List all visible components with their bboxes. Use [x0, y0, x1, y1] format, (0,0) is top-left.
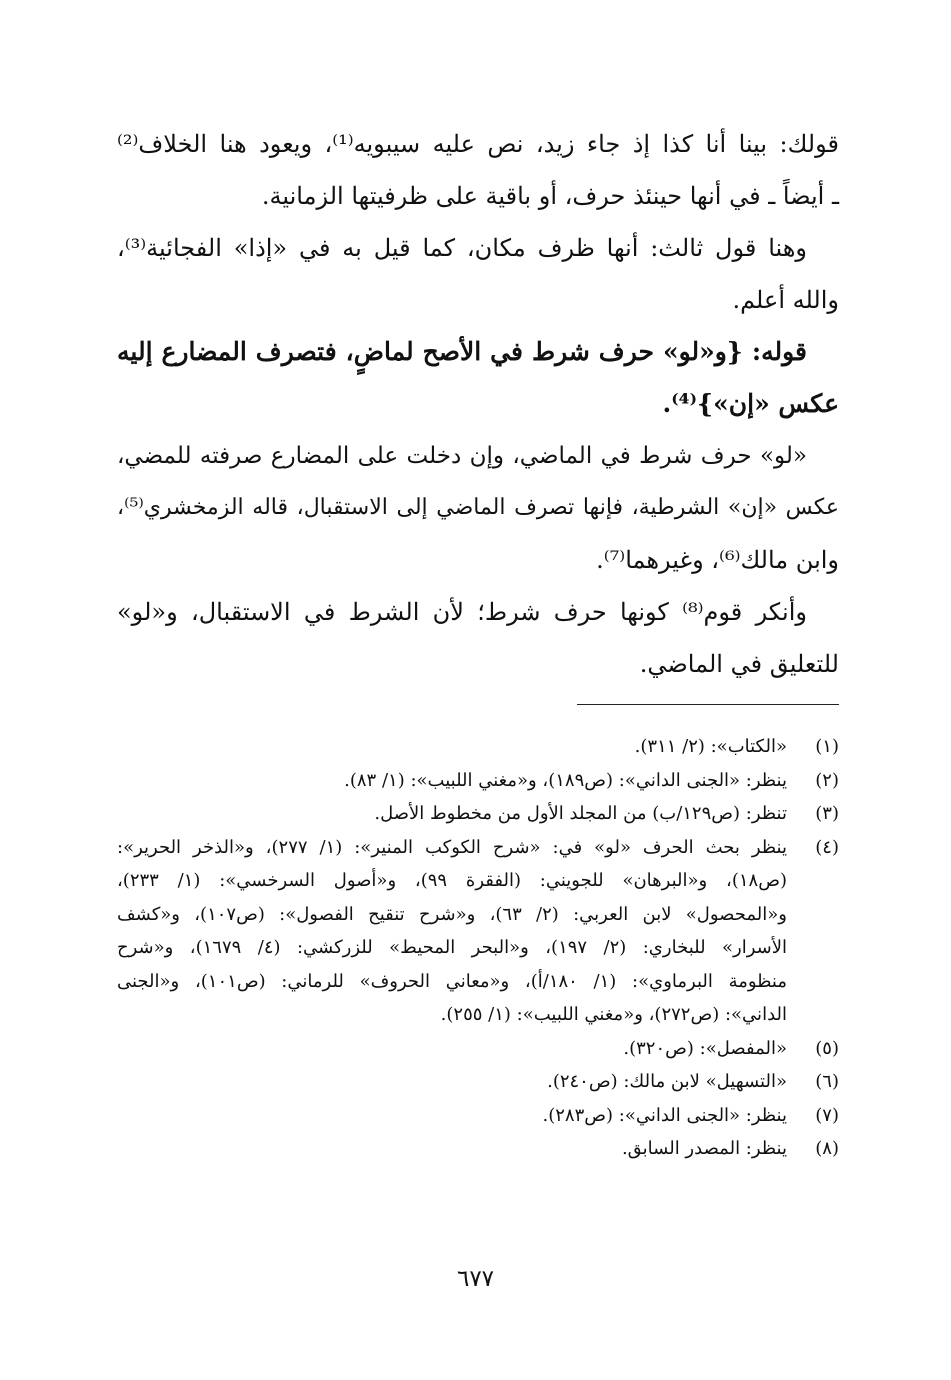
body-line: وهنا قول ثالث: أنها ظرف مكان، كما قيل به في «إذا» الفجائية⁽³⁾، — [117, 234, 807, 262]
matn-line: عكس «إن»}⁽⁴⁾. — [662, 389, 839, 418]
footnote-number: (٥) — [815, 1037, 839, 1059]
footnotes — [117, 730, 839, 1166]
footnote-text: ينظر: «الجنى الداني»: (ص٢٨٣). — [542, 1104, 787, 1126]
body-line: قولك: بينا أنا كذا إذ جاء زيد، نص عليه سيبويه⁽¹⁾، ويعود هنا الخلاف⁽²⁾ — [117, 130, 839, 158]
body-line: عكس «إن» الشرطية، فإنها تصرف الماضي إلى الاستقبال، قاله الزمخشري⁽⁵⁾، — [117, 495, 839, 520]
footnote-number: (٧) — [815, 1104, 839, 1126]
body-line: «لو» حرف شرط في الماضي، وإن دخلت على المضارع صرفته للمضي، — [117, 443, 807, 469]
footnote-text: الداني»: (ص٢٧٢)، و«مغني اللبيب»: (١/ ٢٥٥). — [440, 1004, 787, 1025]
footnote-number: (٢) — [815, 769, 839, 791]
footnote-item — [117, 797, 839, 831]
body-line: للتعليق في الماضي. — [639, 650, 839, 678]
footnote-text: «التسهيل» لابن مالك: (ص٢٤٠). — [547, 1071, 787, 1092]
footnote-item — [117, 730, 839, 764]
footnote-number: (٤) — [815, 836, 839, 858]
footnote-item — [117, 1065, 839, 1099]
footnote-number: (٦) — [815, 1071, 839, 1092]
main-text — [117, 118, 839, 690]
footnote-number: (٣) — [815, 803, 839, 824]
footnote-text: ينظر: «الجنى الداني»: (ص١٨٩)، و«مغني اللبيب»: (١/ ٨٣). — [344, 769, 787, 791]
footnote-text: و«المحصول» لابن العربي: (٢/ ٦٣)، و«شرح تنقيح الفصول»: (ص١٠٧)، و«كشف — [117, 903, 787, 925]
footnote-item — [117, 1132, 839, 1166]
footnote-text: «المفصل»: (ص٣٢٠). — [623, 1037, 787, 1059]
footnote-item — [117, 1032, 839, 1066]
body-line: وابن مالك⁽⁶⁾، وغيرهما⁽⁷⁾. — [596, 546, 839, 574]
footnote-number: (١) — [815, 736, 839, 757]
footnote-text: «الكتاب»: (٢/ ٣١١). — [634, 736, 787, 757]
footnote-text: ينظر: المصدر السابق. — [621, 1138, 787, 1159]
footnote-number: (٨) — [815, 1138, 839, 1159]
body-line: والله أعلم. — [732, 286, 839, 314]
footnote-separator — [577, 704, 839, 705]
footnote-text: ينظر بحث الحرف «لو» في: «شرح الكوكب المنير»: (١/ ٢٧٧)، و«الذخر الحرير»: — [117, 836, 787, 858]
footnote-text: الأسرار» للبخاري: (٢/ ١٩٧)، و«البحر المحيط» للزركشي: (٤/ ١٦٧٩)، و«شرح — [117, 937, 787, 958]
matn-line: قوله: {و«لو» حرف شرط في الأصح لماضٍ، فتصرف المضارع إليه — [117, 337, 807, 366]
footnote-text: تنظر: (ص١٢٩/ب) من المجلد الأول من مخطوط الأصل. — [374, 803, 787, 824]
footnote-item — [117, 764, 839, 798]
page-number: ٦٧٧ — [456, 1266, 495, 1292]
footnote-text: (ص١٨)، و«البرهان» للجويني: (الفقرة ٩٩)، و«أصول السرخسي»: (١/ ٢٣٣)، — [117, 870, 787, 891]
body-line: وأنكر قوم⁽⁸⁾ كونها حرف شرط؛ لأن الشرط في الاستقبال، و«لو» — [117, 598, 807, 626]
body-line: ـ أيضاً ـ في أنها حينئذ حرف، أو باقية على ظرفيتها الزمانية. — [261, 182, 839, 210]
footnote-item — [117, 831, 839, 1032]
footnote-item — [117, 1099, 839, 1133]
footnote-text: منظومة البرماوي»: (١/ ١٨٠/أ)، و«معاني الحروف» للرماني: (ص١٠١)، و«الجنى — [117, 970, 787, 992]
